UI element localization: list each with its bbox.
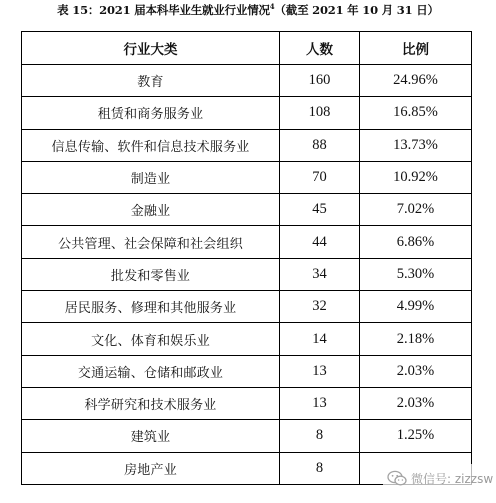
- industry-cell: 租赁和商务服务业: [22, 97, 280, 129]
- table-row: [22, 420, 472, 452]
- count-cell: 160: [280, 65, 360, 97]
- count-cell: 44: [280, 226, 360, 258]
- ratio-cell: 2.03%: [360, 355, 472, 387]
- table-row: [22, 161, 472, 193]
- count-cell: 45: [280, 194, 360, 226]
- count-cell: 108: [280, 97, 360, 129]
- table-row: [22, 194, 472, 226]
- caption-date: （截至 2021 年 10 月 31 日）: [274, 3, 439, 17]
- ratio-cell: 2.03%: [360, 387, 472, 419]
- watermark-text: 微信号: zizzsw: [411, 471, 494, 486]
- table-row: [22, 258, 472, 290]
- table-row: [22, 387, 472, 419]
- count-cell: 34: [280, 258, 360, 290]
- header-count: 人数: [280, 32, 360, 65]
- count-cell: 13: [280, 387, 360, 419]
- count-cell: 32: [280, 291, 360, 323]
- ratio-cell: 13.73%: [360, 129, 472, 161]
- count-cell: 8: [280, 452, 360, 484]
- industry-cell: 房地产业: [22, 452, 280, 484]
- table-row: [22, 355, 472, 387]
- industry-cell: 金融业: [22, 194, 280, 226]
- industry-cell: 文化、体育和娱乐业: [22, 323, 280, 355]
- industry-cell: 批发和零售业: [22, 258, 280, 290]
- ratio-cell: 16.85%: [360, 97, 472, 129]
- table-row: [22, 226, 472, 258]
- industry-cell: 居民服务、修理和其他服务业: [22, 291, 280, 323]
- table-header-row: [22, 32, 472, 65]
- table-caption: [0, 2, 496, 18]
- industry-cell: 信息传输、软件和信息技术服务业: [22, 129, 280, 161]
- industry-cell: 制造业: [22, 161, 280, 193]
- caption-text: 表 15：2021 届本科毕业生就业行业情况: [57, 3, 270, 17]
- count-cell: 13: [280, 355, 360, 387]
- table-row: [22, 291, 472, 323]
- count-cell: 88: [280, 129, 360, 161]
- header-ratio: 比例: [360, 32, 472, 65]
- industry-cell: 交通运输、仓储和邮政业: [22, 355, 280, 387]
- table-row: [22, 97, 472, 129]
- table-row: [22, 323, 472, 355]
- industry-cell: 教育: [22, 65, 280, 97]
- ratio-cell: 4.99%: [360, 291, 472, 323]
- industry-cell: 公共管理、社会保障和社会组织: [22, 226, 280, 258]
- ratio-cell: 10.92%: [360, 161, 472, 193]
- ratio-cell: 5.30%: [360, 258, 472, 290]
- footnote-mark: 4: [269, 2, 275, 12]
- table-row: [22, 65, 472, 97]
- wechat-watermark: [383, 464, 496, 492]
- industry-cell: 建筑业: [22, 420, 280, 452]
- ratio-cell: 1.25%: [360, 420, 472, 452]
- count-cell: 8: [280, 420, 360, 452]
- count-cell: 70: [280, 161, 360, 193]
- industry-cell: 科学研究和技术服务业: [22, 387, 280, 419]
- ratio-cell: 24.96%: [360, 65, 472, 97]
- ratio-cell: 6.86%: [360, 226, 472, 258]
- wechat-icon: [387, 470, 407, 487]
- employment-industry-table: [21, 31, 472, 485]
- ratio-cell: 7.02%: [360, 194, 472, 226]
- header-industry: 行业大类: [22, 32, 280, 65]
- ratio-cell: 2.18%: [360, 323, 472, 355]
- table-row: [22, 129, 472, 161]
- count-cell: 14: [280, 323, 360, 355]
